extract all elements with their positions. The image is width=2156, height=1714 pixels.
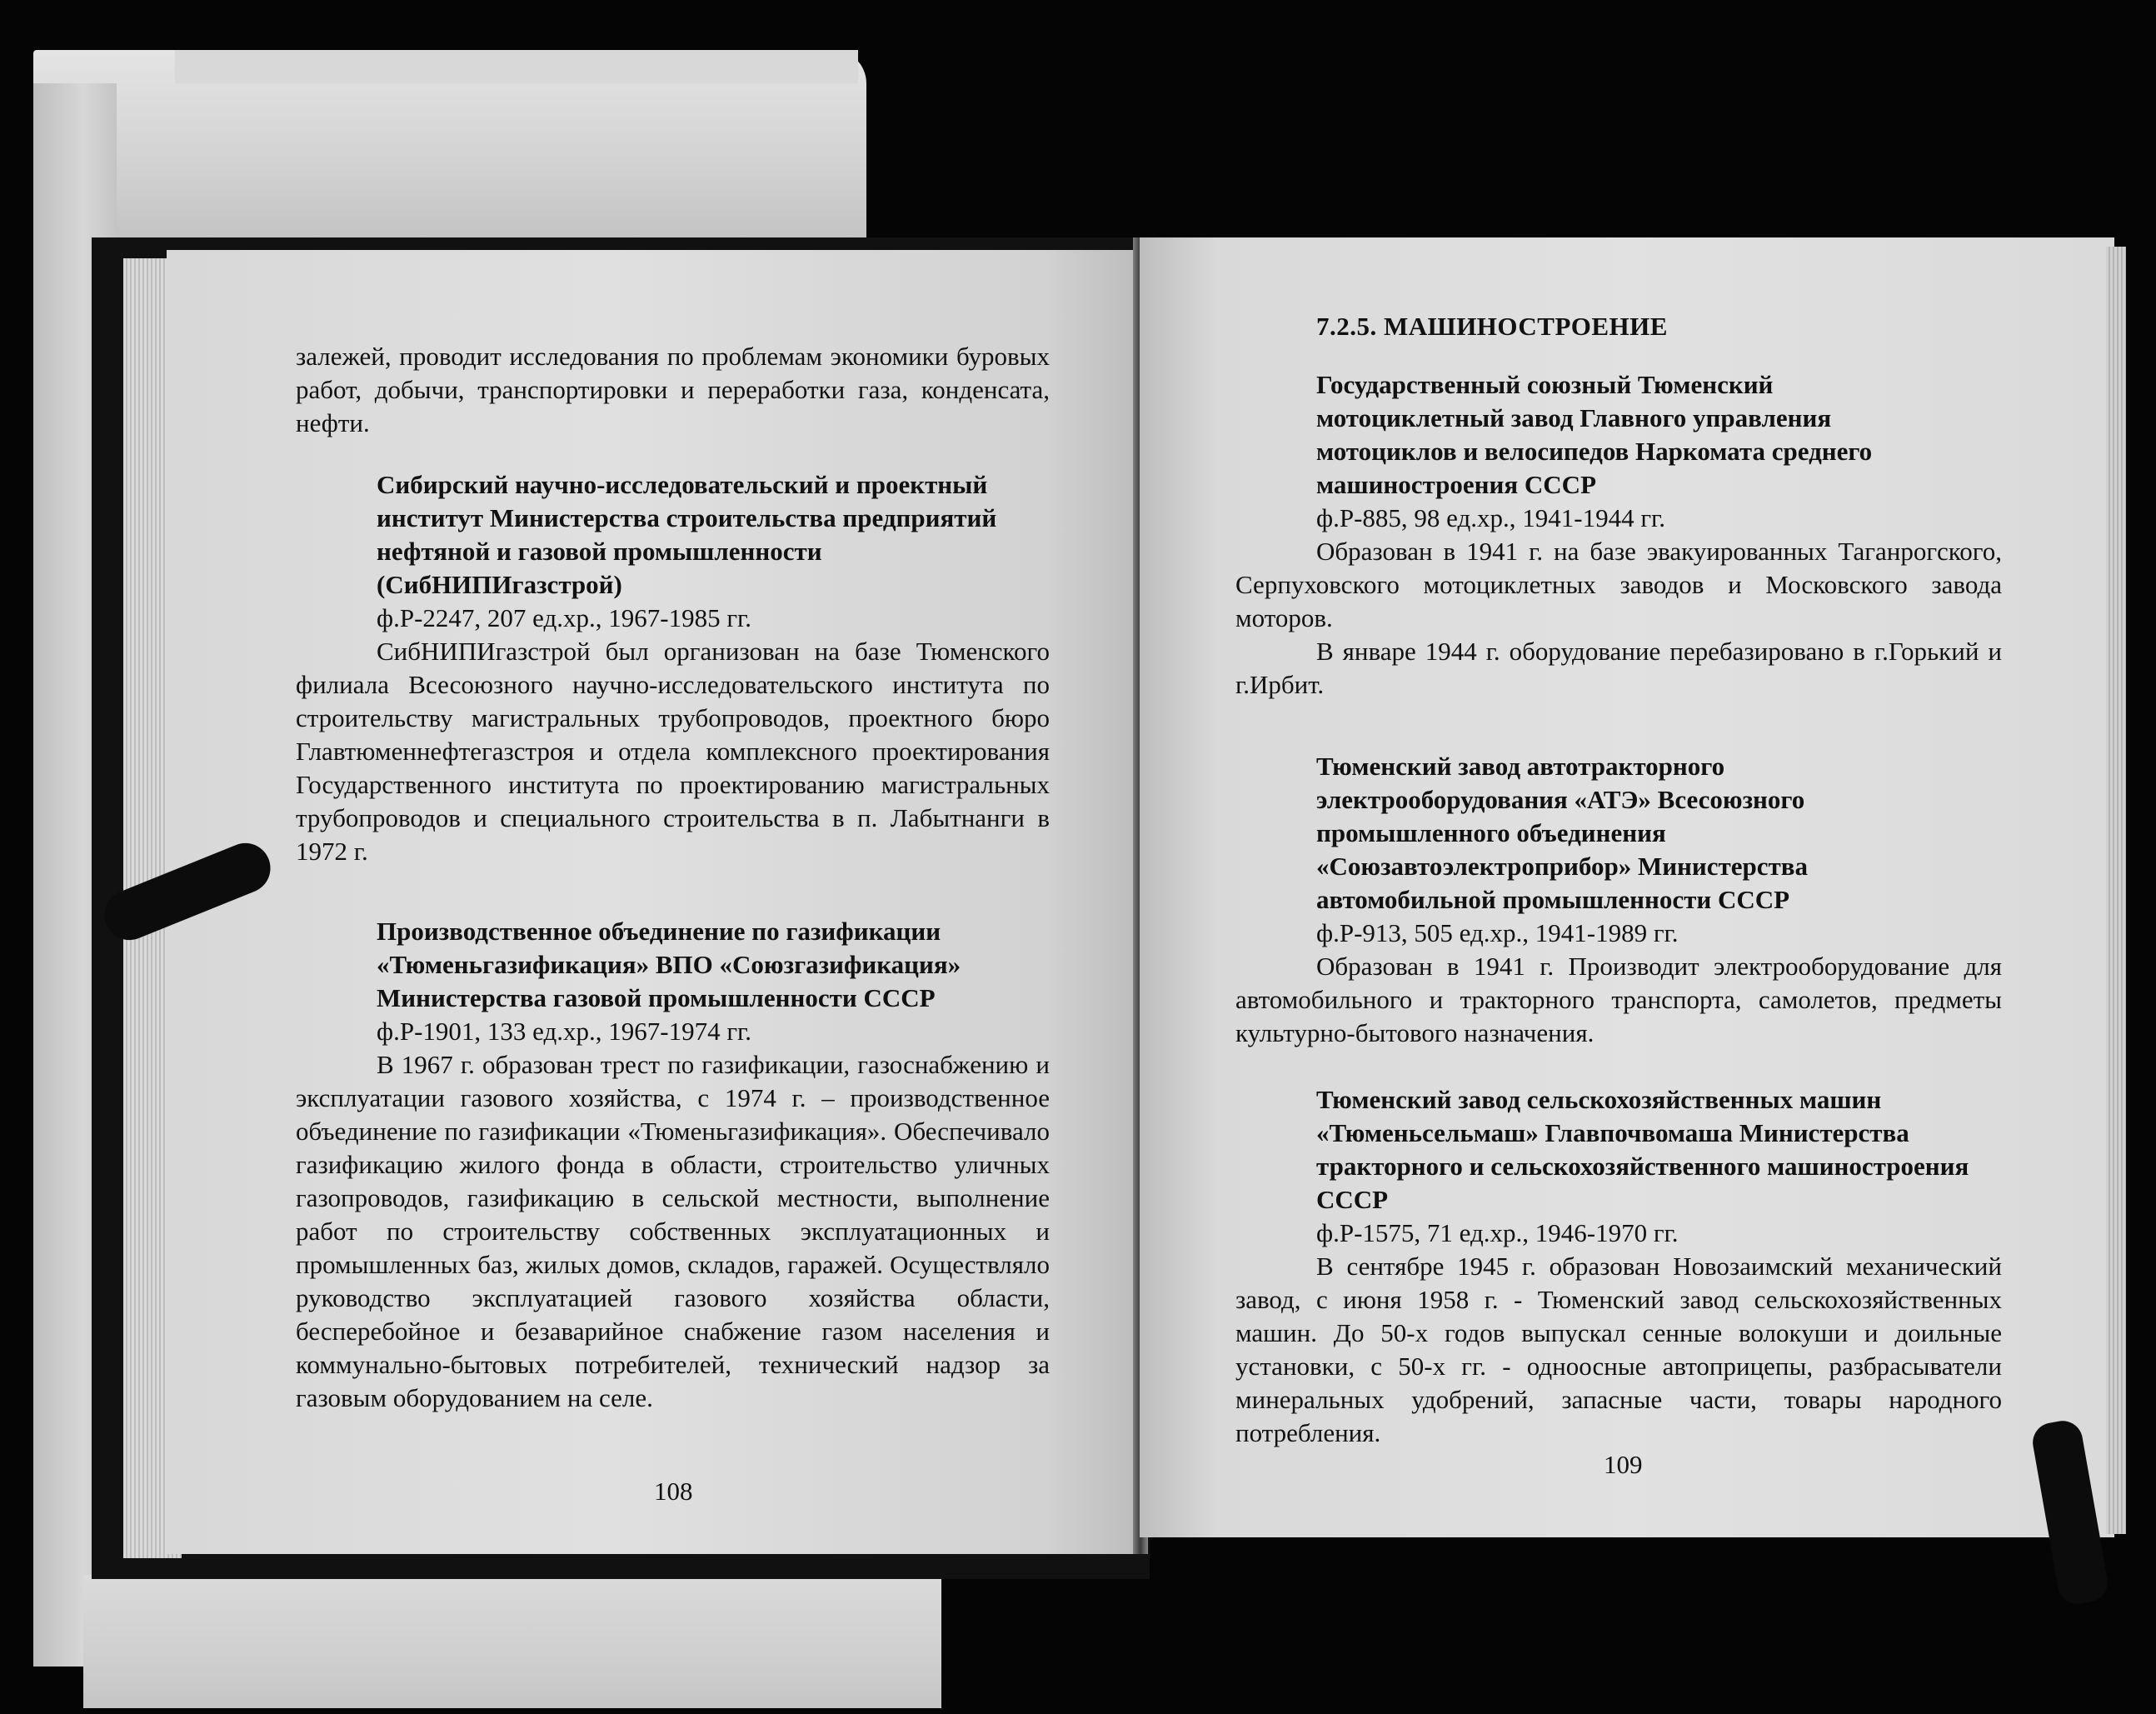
entry-reference: ф.Р-1575, 71 ед.хр., 1946-1970 гг. bbox=[1316, 1218, 1679, 1247]
entry-paragraph: Образован в 1941 г. Производит электрооборудование для автомобильного и тракторного транспорта, самолетов, предметы культурно-бытового назначения. bbox=[1235, 952, 2002, 1047]
tissue-paper-top-strip bbox=[175, 50, 858, 83]
page-number-left: 108 bbox=[654, 1477, 693, 1506]
left-page-text bbox=[296, 340, 1050, 1415]
left-intro-paragraph: залежей, проводит исследования по проблемам экономики буровых работ, добычи, транспортировки и переработки газа, конденсата, нефти. bbox=[296, 342, 1050, 437]
page-number-right: 109 bbox=[1604, 1450, 1643, 1479]
entry-reference: ф.Р-1901, 133 ед.хр., 1967-1974 гг. bbox=[377, 1017, 752, 1046]
entry-heading: Государственный союзный Тюменский мотоциклетный завод Главного управления мотоциклов и велосипедов Наркомата среднего машиностроения СССР bbox=[1316, 370, 1873, 499]
right-page-text bbox=[1235, 310, 2002, 1450]
section-title: 7.2.5. МАШИНОСТРОЕНИЕ bbox=[1316, 312, 1668, 341]
entry-reference: ф.Р-913, 505 ед.хр., 1941-1989 гг. bbox=[1316, 918, 1679, 947]
entry-heading: Тюменский завод сельскохозяйственных машин «Тюменьсельмаш» Главпочвомаша Министерства тракторного и сельскохозяйственного машиностроения СССР bbox=[1316, 1085, 1969, 1214]
entry-paragraph: СибНИПИгазстрой был организован на базе Тюменского филиала Всесоюзного научно-исследовательского института по строительству магистральных трубопроводов, проектного бюро Главтюменнефтегазстроя и отдела комплексного проектирования Государственного института по проектированию магистральных трубопроводов и специального строительства в п. Лабытнанги в 1972 г. bbox=[296, 637, 1050, 866]
entry-paragraph: В 1967 г. образован трест по газификации, газоснабжению и эксплуатации газового хозяйства, с 1974 г. – производственное объединение по газификации «Тюменьгазификация». Обеспечивало газификацию жилого фонда в области, строительство уличных газопроводов, газификацию в сельской местности, выполнение работ по строительству собственных эксплуатационных и промышленных баз, жилых домов, складов, гаражей. Осуществляло руководство эксплуатацией газового хозяйства области, бесперебойное и безаварийное снабжение газом населения и коммунально-бытовых потребителей, технический надзор за газовым оборудованием на селе. bbox=[296, 1050, 1050, 1412]
entry-heading: Тюменский завод автотракторного электрооборудования «АТЭ» Всесоюзного промышленного объединения «Союзавтоэлектроприбор» Министерства автомобильной промышленности СССР bbox=[1316, 752, 1808, 914]
entry-reference: ф.Р-885, 98 ед.хр., 1941-1944 гг. bbox=[1316, 503, 1666, 532]
entry-heading: Сибирский научно-исследовательский и проектный институт Министерства строительства предприятий нефтяной и газовой промышленности (СибНИПИгазстрой) bbox=[377, 470, 997, 599]
tissue-paper-bottom bbox=[83, 1575, 941, 1708]
entry-paragraph: В январе 1944 г. оборудование перебазировано в г.Горький и г.Ирбит. bbox=[1235, 637, 2002, 699]
entry-paragraph: В сентябре 1945 г. образован Новозаимский механический завод, с июня 1958 г. - Тюменский завод сельскохозяйственных машин. До 50-х годов выпускал сенные волокуши и доильные установки, с 50-х гг. - одноосные автоприцепы, разбрасыватели минеральных удобрений, запасные части, товары народного потребления. bbox=[1235, 1252, 2002, 1447]
page-stack-right bbox=[2106, 247, 2126, 1534]
entry-heading: Производственное объединение по газификации «Тюменьгазификация» ВПО «Союзгазификация» Министерства газовой промышленности СССР bbox=[377, 917, 961, 1012]
entry-reference: ф.Р-2247, 207 ед.хр., 1967-1985 гг. bbox=[377, 603, 752, 632]
entry-paragraph: Образован в 1941 г. на базе эвакуированных Таганрогского, Серпуховского мотоциклетных заводов и Московского завода моторов. bbox=[1235, 537, 2002, 632]
